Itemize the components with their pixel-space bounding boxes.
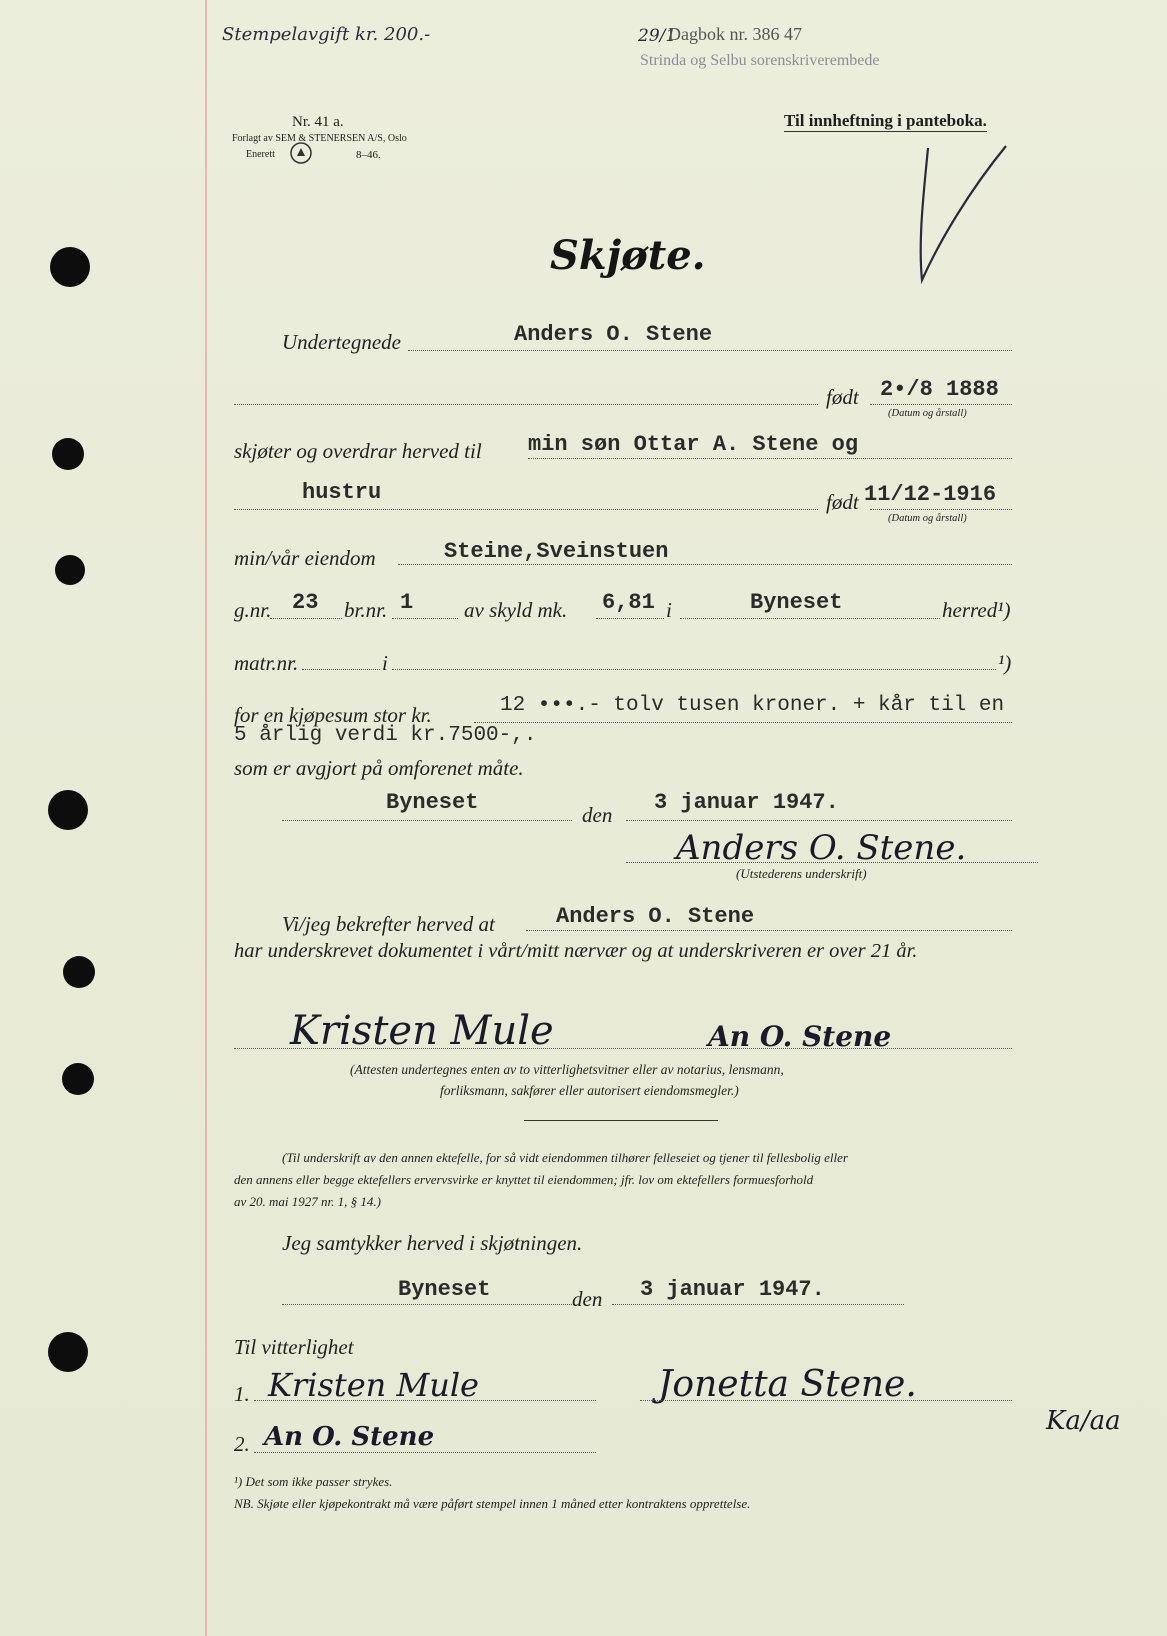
price-label: for en kjøpesum stor kr. bbox=[234, 703, 432, 727]
i-label: i bbox=[666, 598, 672, 622]
consent-witness1-line bbox=[254, 1400, 596, 1401]
price-line bbox=[474, 722, 1012, 723]
attestation-name: Anders O. Stene bbox=[556, 904, 755, 929]
seller-born-date: 2•/8 1888 bbox=[880, 377, 999, 402]
price-line2: 5 årlig verdi kr.7500-,. bbox=[234, 724, 537, 747]
signing-place-line bbox=[282, 820, 572, 821]
gnr-value: 23 bbox=[292, 590, 319, 615]
spouse-note-1: (Til underskrift av den annen ektefelle, for så vidt eiendommen tilhører felleseiet og tjener til fellesbolig eller bbox=[282, 1150, 848, 1165]
spouse-signature: Jonetta Stene. bbox=[658, 1364, 917, 1405]
office-stamp: Strinda og Selbu sorenskriverembede bbox=[640, 52, 880, 69]
buyer-born-date: 11/12-1916 bbox=[864, 482, 997, 507]
consent-witness1-signature: Kristen Mule bbox=[268, 1366, 479, 1404]
bnr-line bbox=[392, 618, 458, 619]
margin-line bbox=[205, 0, 207, 1636]
form-date: 8–46. bbox=[356, 149, 381, 161]
seller-born-line bbox=[234, 404, 818, 405]
filing-note: Til innheftning i panteboka. bbox=[784, 111, 987, 130]
exclusive-rights: Enerett bbox=[246, 149, 275, 160]
property-label: min/vår eiendom bbox=[234, 546, 376, 570]
herred-value: Byneset bbox=[750, 590, 843, 615]
date-hint: (Datum og årstall) bbox=[888, 513, 967, 524]
witness-2-number: 2. bbox=[234, 1432, 250, 1456]
skyld-line bbox=[596, 618, 664, 619]
consent-witness2-signature: An O. Stene bbox=[264, 1422, 435, 1452]
buyer-line bbox=[528, 458, 1012, 459]
buyer-born-value-line bbox=[870, 509, 1012, 510]
seller-label: Undertegnede bbox=[282, 330, 401, 354]
witness1-signature: Kristen Mule bbox=[290, 1008, 554, 1054]
seller-born-value-line bbox=[870, 404, 1012, 405]
punch-hole bbox=[50, 247, 90, 287]
gnr-line bbox=[270, 618, 342, 619]
property-name: Steine,Sveinstuen bbox=[444, 539, 669, 564]
attestation-label: Vi/jeg bekrefter herved at bbox=[282, 912, 495, 936]
spouse-signature-line bbox=[640, 1400, 1012, 1401]
witness2-signature: An O. Stene bbox=[708, 1020, 892, 1053]
signing-den: den bbox=[582, 803, 613, 827]
signing-date-line bbox=[626, 820, 1012, 821]
form-number: Nr. 41 a. bbox=[292, 114, 344, 130]
consent-place-line bbox=[282, 1304, 572, 1305]
seller-line bbox=[408, 350, 1012, 351]
consent-den: den bbox=[572, 1287, 603, 1311]
skyld-label: av skyld mk. bbox=[464, 598, 568, 622]
buyer-name-line1: min søn Ottar A. Stene og bbox=[528, 432, 859, 457]
gnr-label: g.nr. bbox=[234, 598, 272, 622]
witness-label: Til vitterlighet bbox=[234, 1335, 354, 1359]
publisher-logo bbox=[290, 142, 312, 164]
consent-text: Jeg samtykker herved i skjøtningen. bbox=[282, 1231, 583, 1255]
consent-date: 3 januar 1947. bbox=[640, 1277, 825, 1302]
bnr-value: 1 bbox=[400, 590, 414, 615]
price-settled: som er avgjort på omforenet måte. bbox=[234, 756, 524, 780]
journal-date: 29/1 bbox=[638, 26, 677, 46]
matr-line bbox=[302, 669, 380, 670]
matr-line-2 bbox=[392, 669, 996, 670]
seller-name: Anders O. Stene bbox=[514, 322, 713, 347]
price-line1: 12 •••.- tolv tusen kroner. + kår til en bbox=[500, 694, 1005, 717]
seller-born-label: født bbox=[826, 385, 859, 409]
matr-i: i bbox=[382, 651, 388, 675]
signature-hint: (Utstederens underskrift) bbox=[736, 866, 867, 881]
publisher: Forlagt av SEM & STENERSEN A/S, Oslo bbox=[232, 133, 407, 144]
attestation-note-1: (Attesten undertegnes enten av to vitterlighetsvitner eller av notarius, lensmann, bbox=[350, 1062, 784, 1077]
signature-line bbox=[626, 862, 1038, 863]
divider bbox=[524, 1120, 718, 1121]
spouse-note-3: av 20. mai 1927 nr. 1, § 14.) bbox=[234, 1194, 381, 1209]
check-mark-icon bbox=[910, 140, 1010, 290]
spouse-note-2: den annens eller begge ektefellers ervervsvirke er knyttet til eiendommen; jfr. lov om ektefellers formuesforhold bbox=[234, 1172, 814, 1187]
consent-date-line bbox=[612, 1304, 904, 1305]
matr-end: ¹) bbox=[998, 651, 1012, 675]
buyer-name-line2: hustru bbox=[302, 480, 382, 505]
punch-hole bbox=[48, 790, 88, 830]
date-hint: (Datum og årstall) bbox=[888, 408, 967, 419]
attestation-note-2: forliksmann, sakfører eller autorisert eiendomsmegler.) bbox=[440, 1083, 739, 1098]
herred-label: herred¹) bbox=[942, 598, 1011, 622]
journal-stamp: Dagbok nr. 386 47 bbox=[668, 24, 802, 44]
witness-1-number: 1. bbox=[234, 1382, 250, 1406]
punch-hole bbox=[48, 1332, 88, 1372]
consent-place: Byneset bbox=[398, 1277, 491, 1302]
consent-witness2-line bbox=[254, 1452, 596, 1453]
herred-line bbox=[680, 618, 940, 619]
punch-hole bbox=[52, 438, 84, 470]
skyld-value: 6,81 bbox=[602, 590, 655, 615]
bnr-label: br.nr. bbox=[344, 598, 388, 622]
buyer-born-label: født bbox=[826, 490, 859, 514]
document-title: Skjøte. bbox=[550, 232, 706, 279]
buyer-label: skjøter og overdrar herved til bbox=[234, 439, 482, 463]
margin-initials: Ka/aa bbox=[1046, 1406, 1121, 1436]
witness-line bbox=[234, 1048, 1012, 1049]
seller-signature: Anders O. Stene. bbox=[676, 828, 967, 868]
footnote-nb: NB. Skjøte eller kjøpekontrakt må være påført stempel innen 1 måned etter kontraktens opprettelse. bbox=[234, 1496, 751, 1511]
punch-hole bbox=[55, 555, 85, 585]
punch-hole bbox=[62, 1063, 94, 1095]
attestation-text: har underskrevet dokumentet i vårt/mitt nærvær og at underskriveren er over 21 år. bbox=[234, 940, 918, 962]
property-line bbox=[398, 564, 1012, 565]
footnote-1: ¹) Det som ikke passer strykes. bbox=[234, 1474, 393, 1489]
buyer-born-line bbox=[234, 509, 818, 510]
signing-date: 3 januar 1947. bbox=[654, 790, 839, 815]
signing-place: Byneset bbox=[386, 790, 479, 815]
stamp-duty-note: Stempelavgift kr. 200.- bbox=[222, 24, 431, 45]
attestation-line bbox=[526, 930, 1012, 931]
matr-label: matr.nr. bbox=[234, 651, 299, 675]
punch-hole bbox=[63, 956, 95, 988]
